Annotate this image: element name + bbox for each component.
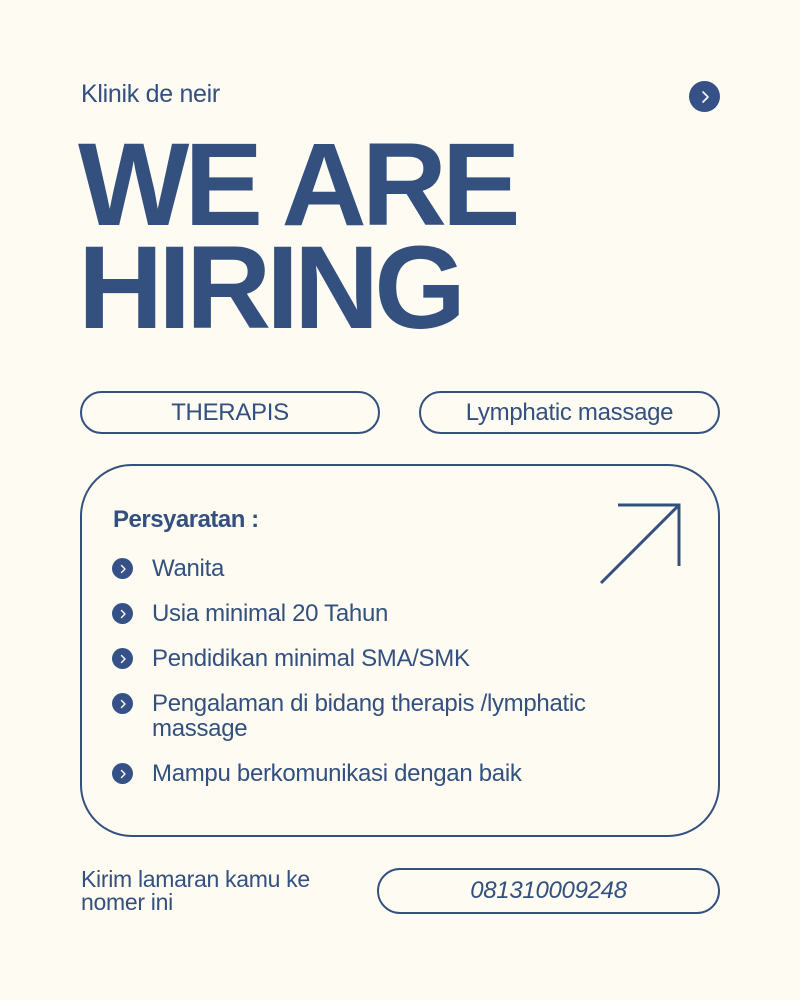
list-item (112, 646, 612, 671)
headline-line-1: WE ARE (78, 119, 516, 251)
headline (78, 119, 516, 354)
chevron-right-icon (112, 763, 133, 784)
role-tag: THERAPIS (80, 391, 380, 434)
chevron-right-icon (112, 558, 133, 579)
skill-tag: Lymphatic massage (419, 391, 720, 434)
list-item (112, 556, 612, 581)
list-item-text: Wanita (152, 555, 225, 582)
list-item-text: Pendidikan minimal SMA/SMK (152, 645, 470, 672)
chevron-right-icon (112, 648, 133, 669)
requirements-list (112, 556, 612, 806)
list-item-text: Usia minimal 20 Tahun (152, 600, 389, 627)
contact-label: Kirim lamaran kamu ke nomer ini (81, 866, 310, 915)
next-button[interactable] (689, 81, 720, 112)
list-item (112, 761, 612, 786)
chevron-right-icon (698, 90, 712, 104)
phone-number[interactable]: 081310009248 (377, 868, 720, 914)
brand-name: Klinik de neir (81, 80, 220, 108)
chevron-right-icon (112, 603, 133, 624)
requirements-title: Persyaratan : (113, 506, 259, 533)
list-item (112, 691, 612, 741)
list-item-text: Mampu berkomunikasi dengan baik (152, 760, 522, 787)
chevron-right-icon (112, 693, 133, 714)
list-item (112, 601, 612, 626)
requirements-card (80, 464, 720, 837)
list-item-text: Pengalaman di bidang therapis /lymphatic massage (152, 690, 586, 742)
headline-line-2: HIRING (78, 222, 461, 354)
